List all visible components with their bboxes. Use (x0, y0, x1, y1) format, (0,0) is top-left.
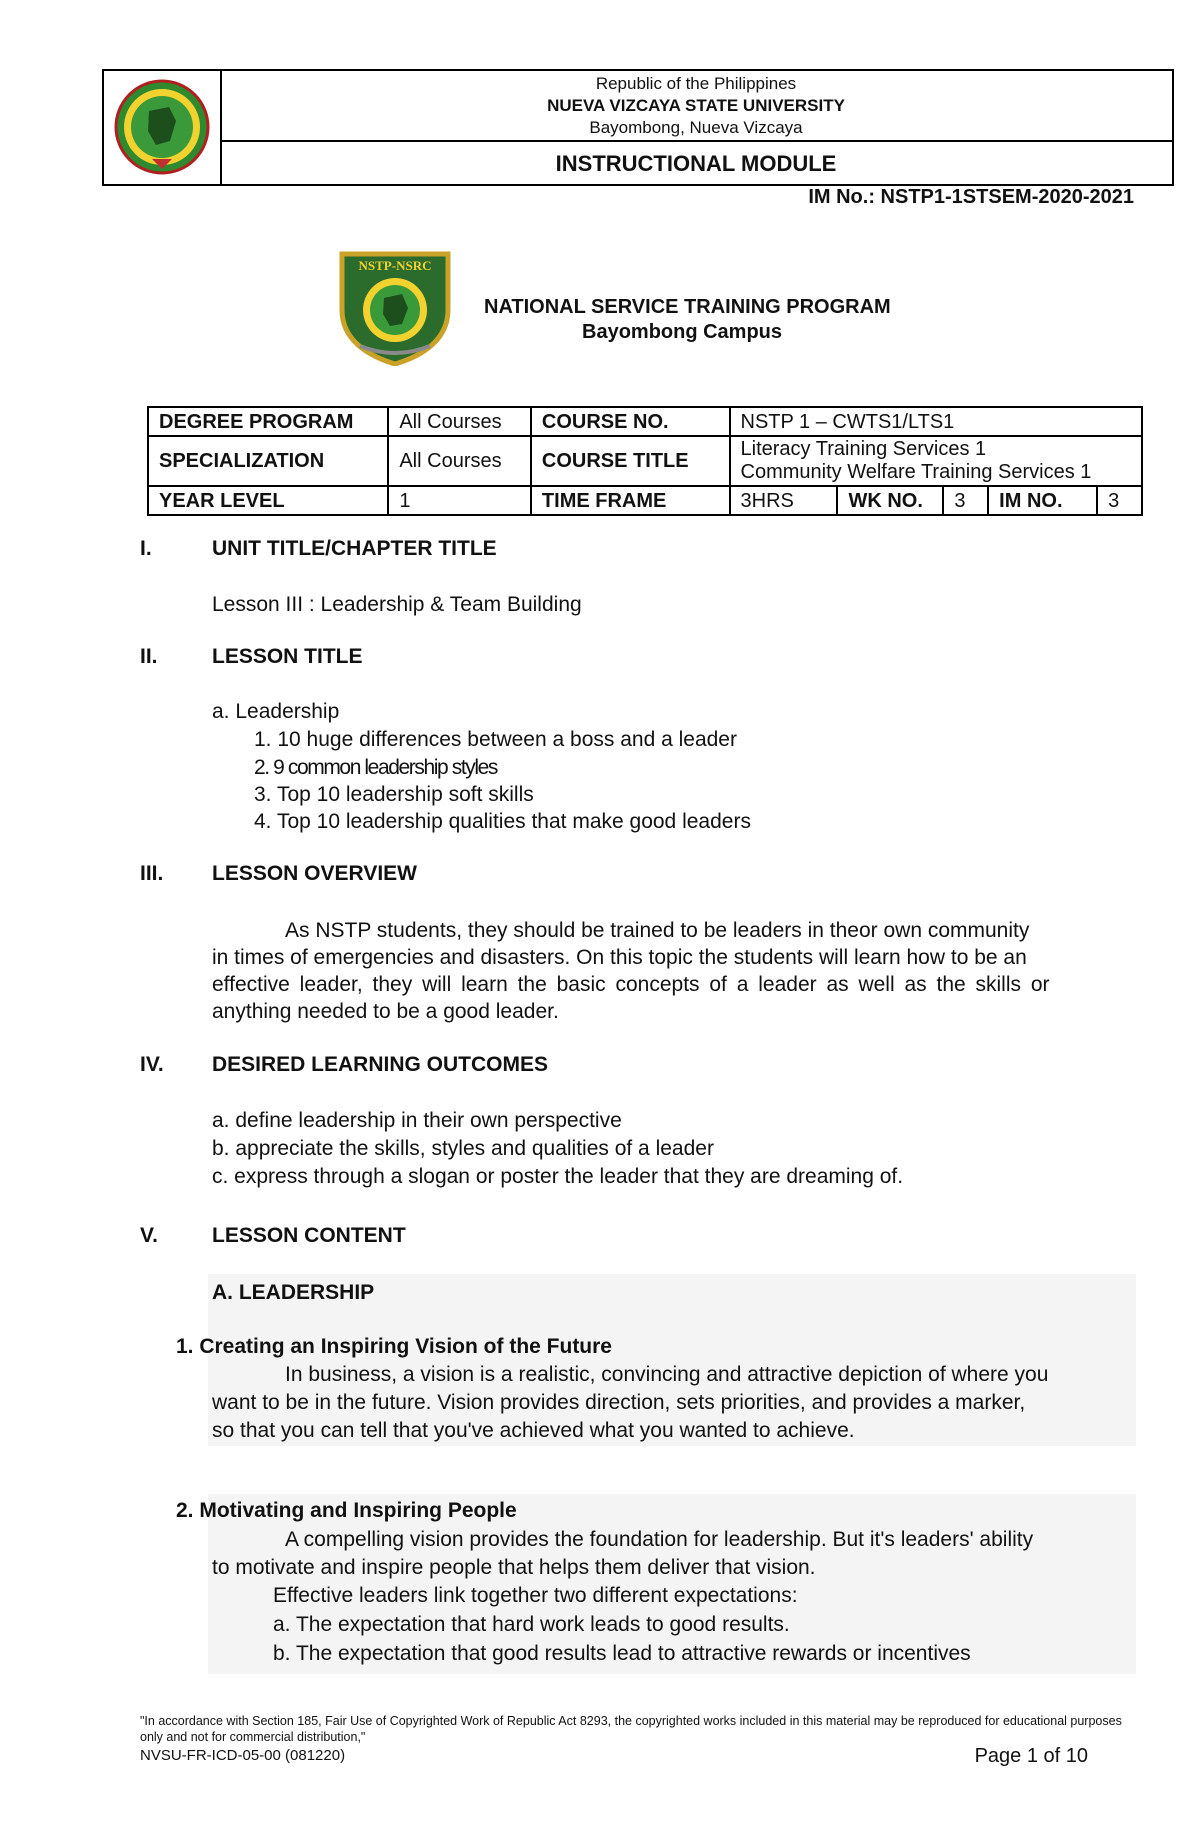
overview-line: in times of emergencies and disasters. On this topic the students will learn how to be an (212, 946, 1027, 969)
section-number: II. (140, 645, 158, 668)
course-title-line: Literacy Training Services 1 (740, 438, 987, 460)
section-number: III. (140, 862, 164, 885)
lesson-line: Lesson III : Leadership & Team Building (212, 593, 582, 616)
course-title-line: Community Welfare Training Services 1 (740, 461, 1092, 483)
content-line: to motivate and inspire people that helps them deliver that vision. (212, 1556, 816, 1579)
nstp-logo-text: NSTP-NSRC (358, 258, 432, 273)
outcome-item: b. appreciate the skills, styles and qualities of a leader (212, 1137, 714, 1160)
specialization-value: All Courses (388, 436, 531, 486)
lesson-subitem: 2. 9 common leadership styles (254, 756, 498, 779)
table-row (148, 486, 1142, 515)
module-title: INSTRUCTIONAL MODULE (555, 151, 837, 176)
section-number: I. (140, 537, 152, 560)
overview-line: effective leader, they will learn the basic concepts of a leader as well as the skills or (212, 973, 1050, 996)
lesson-item: a. Leadership (212, 700, 340, 723)
outcome-item: c. express through a slogan or poster the leader that they are dreaming of. (212, 1165, 904, 1188)
course-no-value: NSTP 1 – CWTS1/LTS1 (730, 407, 1142, 436)
time-frame-label: TIME FRAME (531, 486, 730, 515)
overview-line: As NSTP students, they should be trained to be leaders in theor own community (285, 919, 1030, 942)
content-line: so that you can tell that you've achieved what you wanted to achieve. (212, 1419, 855, 1442)
university-name: NUEVA VIZCAYA STATE UNIVERSITY (547, 96, 845, 115)
course-info-table (147, 406, 1143, 516)
im-no-label: IM NO. (988, 486, 1097, 515)
section-number: V. (140, 1224, 158, 1247)
content-line: In business, a vision is a realistic, convincing and attractive depiction of where you (285, 1363, 1049, 1386)
specialization-label: SPECIALIZATION (148, 436, 388, 486)
page-number: Page 1 of 10 (974, 1745, 1088, 1767)
section-number: IV. (140, 1053, 164, 1076)
year-level-label: YEAR LEVEL (148, 486, 388, 515)
content-line: want to be in the future. Vision provides direction, sets priorities, and provides a marker, (212, 1391, 1026, 1414)
lesson-subitem: 1. 10 huge differences between a boss and a leader (254, 728, 737, 751)
time-frame-value: 3HRS (730, 486, 838, 515)
document-header (102, 69, 1174, 186)
section-title: LESSON CONTENT (212, 1224, 406, 1247)
lesson-subitem: 4. Top 10 leadership qualities that make good leaders (254, 810, 751, 833)
table-row (148, 407, 1142, 436)
university-seal-icon (104, 71, 220, 184)
form-code: NVSU-FR-ICD-05-00 (081220) (140, 1747, 346, 1764)
content-point-title: 1. Creating an Inspiring Vision of the Future (176, 1335, 612, 1358)
wk-no-value: 3 (943, 486, 988, 515)
header-divider (220, 140, 1172, 142)
overview-line: anything needed to be a good leader. (212, 1000, 559, 1023)
course-title-label: COURSE TITLE (531, 436, 730, 486)
lesson-subitem: 3. Top 10 leadership soft skills (254, 783, 534, 806)
program-title: NATIONAL SERVICE TRAINING PROGRAM (484, 296, 891, 318)
content-item: a. The expectation that hard work leads to good results. (273, 1613, 790, 1636)
outcome-item: a. define leadership in their own perspective (212, 1109, 622, 1132)
copyright-note: "In accordance with Section 185, Fair Use of Copyrighted Work of Republic Act 8293, the copyrighted works included in this material may be reproduced for educational purposes only and not for commercial distribution," (140, 1714, 1122, 1744)
section-title: DESIRED LEARNING OUTCOMES (212, 1053, 549, 1076)
degree-program-label: DEGREE PROGRAM (148, 407, 388, 436)
university-location: Bayombong, Nueva Vizcaya (589, 118, 803, 137)
section-title: LESSON TITLE (212, 645, 363, 668)
im-number: IM No.: NSTP1-1STSEM-2020-2021 (808, 186, 1134, 208)
program-campus: Bayombong Campus (582, 321, 783, 343)
content-item: b. The expectation that good results lead to attractive rewards or incentives (273, 1642, 971, 1665)
content-point-title: 2. Motivating and Inspiring People (176, 1499, 517, 1522)
program-title-block (484, 295, 891, 345)
table-row (148, 436, 1142, 486)
header-info (220, 73, 1172, 139)
nstp-shield-logo-icon (332, 248, 458, 366)
content-subtitle: A. LEADERSHIP (212, 1281, 375, 1304)
degree-program-value: All Courses (388, 407, 531, 436)
im-no-value: 3 (1097, 486, 1142, 515)
section-title: LESSON OVERVIEW (212, 862, 417, 885)
content-line: Effective leaders link together two different expectations: (273, 1584, 798, 1607)
university-seal-cell (104, 71, 222, 184)
content-line: A compelling vision provides the foundation for leadership. But it's leaders' ability (285, 1528, 1034, 1551)
course-no-label: COURSE NO. (531, 407, 730, 436)
course-title-value (730, 436, 1142, 486)
wk-no-label: WK NO. (837, 486, 943, 515)
republic-text: Republic of the Philippines (595, 74, 797, 93)
year-level-value: 1 (388, 486, 531, 515)
section-title: UNIT TITLE/CHAPTER TITLE (212, 537, 497, 560)
